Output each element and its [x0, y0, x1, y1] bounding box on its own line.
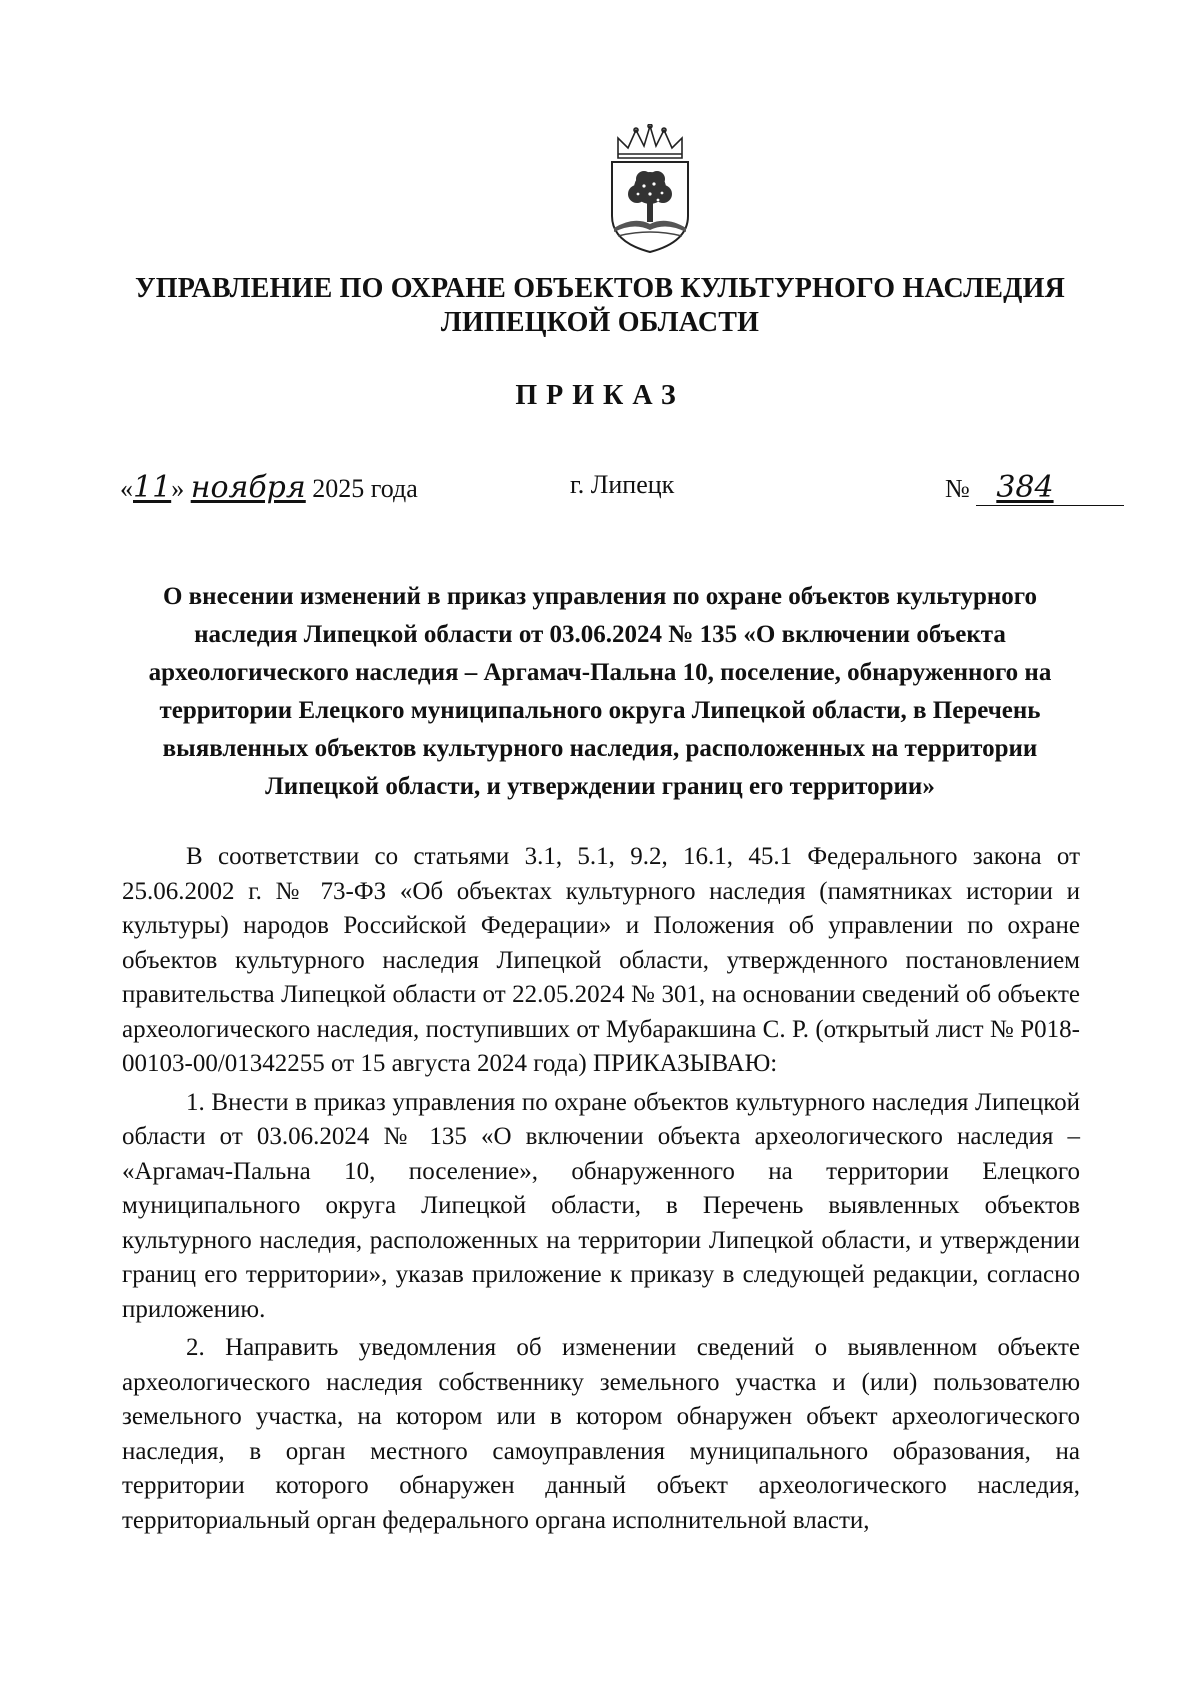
number-label: №: [945, 474, 970, 503]
order-item-1: 1. Внести в приказ управления по охране объектов культурного наследия Липецкой области от 03.06.2024 № 135 «О включении объекта археологического наследия – «Аргамач-Пальна 10, поселение», обнаруженного на территории Елецкого муниципального округа Липецкой области, в Перечень выявленных объектов культурного наследия, расположенных на территории Липецкой области, и утверждении границ его территории», указав приложение к приказу в следующей редакции, согласно приложению.: [122, 1088, 1080, 1323]
title-line: выявленных объектов культурного наследия, расположенных на территории: [162, 735, 1038, 762]
title-line: Липецкой области, и утверждении границ его территории»: [265, 773, 935, 800]
document-city: г. Липецк: [570, 470, 675, 499]
title-line: археологического наследия – Аргамач-Пальна 10, поселение, обнаруженного на: [148, 659, 1052, 686]
organization-name-line1: УПРАВЛЕНИЕ ПО ОХРАНЕ ОБЪЕКТОВ КУЛЬТУРНОГО НАСЛЕДИЯ: [135, 273, 1065, 304]
document-number: [945, 470, 1124, 506]
document-type: ПРИКАЗ: [515, 380, 685, 411]
order-item-2: 2. Направить уведомления об изменении сведений о выявленном объекте археологического наследия собственнику земельного участка и (или) пользователю земельного участка, на котором или в котором обнаружен объект археологического наследия, в орган местного самоуправления муниципального образования, на территории которого обнаружен данный объект археологического наследия, территориальный орган федерального органа исполнительной власти,: [122, 1334, 1080, 1534]
document-title: [110, 578, 1090, 806]
date-year: 2025 года: [312, 474, 418, 503]
number-value: 384: [976, 470, 1124, 506]
title-line: наследия Липецкой области от 03.06.2024 № 135 «О включении объекта: [194, 621, 1006, 648]
preamble-paragraph: В соответствии со статьями 3.1, 5.1, 9.2, 16.1, 45.1 Федерального закона от 25.06.2002 г. № 73-ФЗ «Об объектах культурного наследия (памятниках истории и культуры) народов Российской Федерации» и Положения об управлении по охране объектов культурного наследия Липецкой области, утвержденного постановлением правительства Липецкой области от 22.05.2024 № 301, на основании сведений об объекте археологического наследия, поступивших от Мубаракшина С. Р. (открытый лист № Р018-00103-00/01342255 от 15 августа 2024 года) ПРИКАЗЫВАЮ:: [122, 843, 1080, 1077]
date-day: 11: [133, 470, 172, 505]
title-line: О внесении изменений в приказ управления по охране объектов культурного: [162, 583, 1038, 610]
organization-name-line2: ЛИПЕЦКОЙ ОБЛАСТИ: [440, 307, 760, 338]
title-line: территории Елецкого муниципального округа Липецкой области, в Перечень: [159, 697, 1041, 724]
date-month: ноября: [190, 470, 306, 505]
lipetsk-coat-of-arms-icon: [604, 124, 696, 256]
organization-name: [100, 272, 1100, 340]
dateline: [120, 470, 1080, 514]
document-date: «11» ноября 2025 года: [120, 470, 418, 505]
document-body: [122, 840, 1080, 1542]
